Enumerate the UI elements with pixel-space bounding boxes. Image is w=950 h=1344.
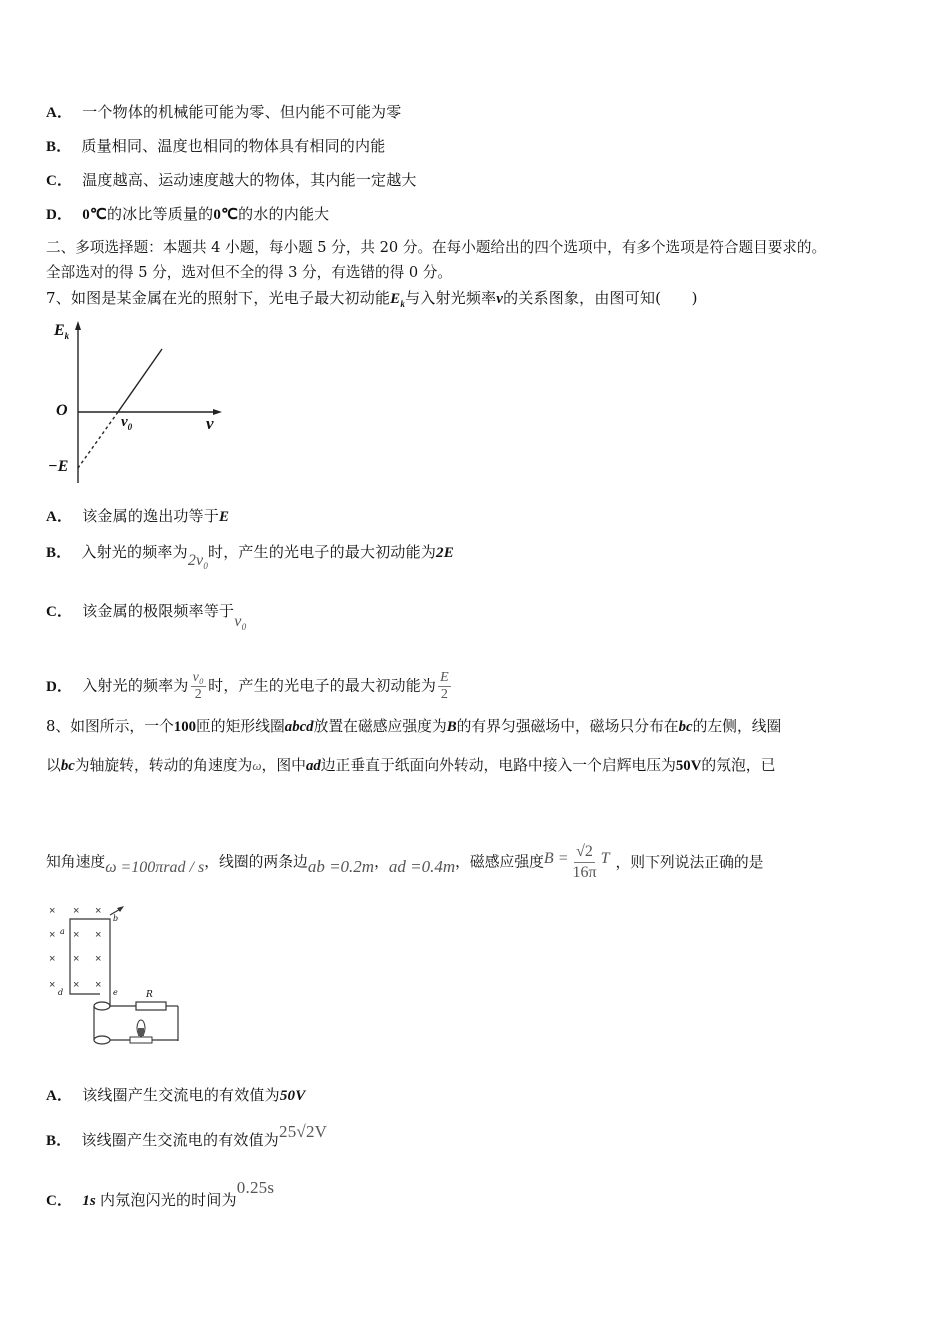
math-expr: 1s <box>82 1193 96 1209</box>
svg-text:×: × <box>49 953 56 965</box>
section-header-line1: 二、多项选择题：本题共 4 小题，每小题 5 分，共 20 分。在每小题给出的四个选项中，有多个选项是符合题目要求的。 <box>46 239 827 256</box>
q6-option-d <box>46 204 329 225</box>
svg-text:×: × <box>49 979 56 991</box>
option-label: D． <box>46 678 73 695</box>
q7-option-d <box>46 670 453 703</box>
option-text: 的水的内能大 <box>238 205 330 223</box>
math-expr: 2E <box>436 545 454 561</box>
option-text: 内氖泡闪光的时间为 <box>99 1191 237 1209</box>
svg-text:×: × <box>49 929 56 941</box>
option-text: 时，产生的光电子的最大初动能为 <box>208 676 437 695</box>
fraction: $\frac{E}{2}$ <box>440 670 449 702</box>
circuit-svg <box>44 900 194 1050</box>
option-text: 入射光的频率为 <box>82 676 189 695</box>
svg-text:×: × <box>73 905 80 917</box>
math-expr: $2\nu_0$ <box>187 552 209 572</box>
vertex-label-a: a <box>60 927 65 936</box>
option-text: 时，产生的光电子的最大初动能为 <box>208 543 437 561</box>
option-text: 该金属的逸出功等于 <box>82 507 220 525</box>
option-text: 温度越高、运动速度越大的物体，其内能一定越大 <box>82 171 417 189</box>
q7-option-b <box>46 542 454 572</box>
option-label: C． <box>46 604 73 620</box>
section-header-line2: 全部选对的得 5 分，选对但不全的得 3 分，有选错的得 0 分。 <box>46 264 452 281</box>
option-text: 该金属的极限频率等于 <box>82 602 235 620</box>
fraction: $\frac{\text{ν₀}}{2}$ <box>192 670 205 702</box>
option-label: D． <box>46 207 73 223</box>
math-expr: 25√2V <box>279 1122 328 1141</box>
svg-text:×: × <box>73 979 80 991</box>
svg-text:×: × <box>95 979 102 991</box>
option-text: 的冰比等质量的 <box>106 205 214 223</box>
q7-option-a <box>46 506 229 527</box>
svg-text:×: × <box>73 953 80 965</box>
q8-stem-line1: 8、如图所示，一个100匝的矩形线圈abcd放置在磁感应强度为B的有界匀强磁场中，磁场只分布在bc的左侧，线圈 <box>46 718 782 735</box>
math-expr: $\nu_0$ <box>234 613 247 633</box>
q8-option-a <box>46 1085 305 1106</box>
svg-text:×: × <box>49 905 56 917</box>
stem-text: 的关系图象，由图可知( ) <box>503 289 698 307</box>
threshold-frequency-label: $\nu_0$ <box>121 414 133 432</box>
q6-option-b <box>46 136 385 157</box>
option-label: C． <box>46 1193 73 1209</box>
x-axis-label: ν <box>206 414 214 433</box>
option-text: 质量相同、温度也相同的物体具有相同的内能 <box>81 137 386 155</box>
stem-text: 7、如图是某金属在光的照射下，光电子最大初动能 <box>46 289 391 307</box>
resistor-label: R <box>146 990 153 1000</box>
option-label: B． <box>46 139 72 155</box>
option-label: C． <box>46 173 73 189</box>
y-axis-label: $E_k$ <box>54 322 70 342</box>
graph-svg <box>44 318 234 488</box>
vertex-label-d: d <box>58 988 64 997</box>
option-text: 该线圈产生交流电的有效值为 <box>81 1131 280 1149</box>
temp-value: 0℃ <box>82 207 107 223</box>
vertex-label-b: b <box>113 914 119 923</box>
temp-value: 0℃ <box>213 207 239 223</box>
vertex-label-c: e <box>113 988 118 997</box>
origin-label: O <box>56 402 68 419</box>
option-label: B． <box>46 1133 72 1149</box>
svg-text:×: × <box>95 905 102 917</box>
option-label: A． <box>46 509 73 525</box>
svg-text:×: × <box>73 929 80 941</box>
svg-text:×: × <box>95 929 102 941</box>
option-label: A． <box>46 1088 73 1104</box>
q6-option-a <box>46 102 401 123</box>
y-intercept-label: −E <box>48 458 69 475</box>
option-label: A． <box>46 105 73 121</box>
ek-symbol: $E_k$ <box>390 291 406 309</box>
option-text: 该线圈产生交流电的有效值为 <box>82 1086 280 1104</box>
option-label: B． <box>46 545 72 561</box>
option-text: 一个物体的机械能可能为零、但内能不可能为零 <box>82 103 402 121</box>
q7-stem <box>46 288 698 314</box>
option-text: 入射光的频率为 <box>81 543 188 561</box>
q8-option-c <box>46 1178 275 1211</box>
q6-option-c <box>46 170 417 191</box>
ek-vs-frequency-graph <box>44 318 234 488</box>
q7-option-c <box>46 601 247 633</box>
math-expr: 50V <box>279 1088 306 1104</box>
q8-option-b <box>46 1122 328 1151</box>
q8-stem-line2: 以bc为轴旋转，转动的角速度为ω，图中ad边正垂直于纸面向外转动，电路中接入一个启辉电压为50V的氖泡，已 <box>46 757 776 774</box>
svg-text:×: × <box>95 953 102 965</box>
q8-stem-line3: 知角速度ω =100πrad / s，线圈的两条边ab =0.2m，ad =0.4m，磁感应强度B = $\frac{√2}{16\pi}$ T ，则下列说法正确的是 <box>46 843 764 881</box>
fraction: $\frac{√2}{16\pi}$ <box>572 843 597 881</box>
rotating-coil-circuit-diagram <box>44 900 194 1050</box>
math-expr: E <box>219 509 230 525</box>
math-expr: 0.25s <box>236 1178 275 1197</box>
v-symbol: v <box>496 291 504 307</box>
stem-text: 与入射光频率 <box>405 289 497 307</box>
